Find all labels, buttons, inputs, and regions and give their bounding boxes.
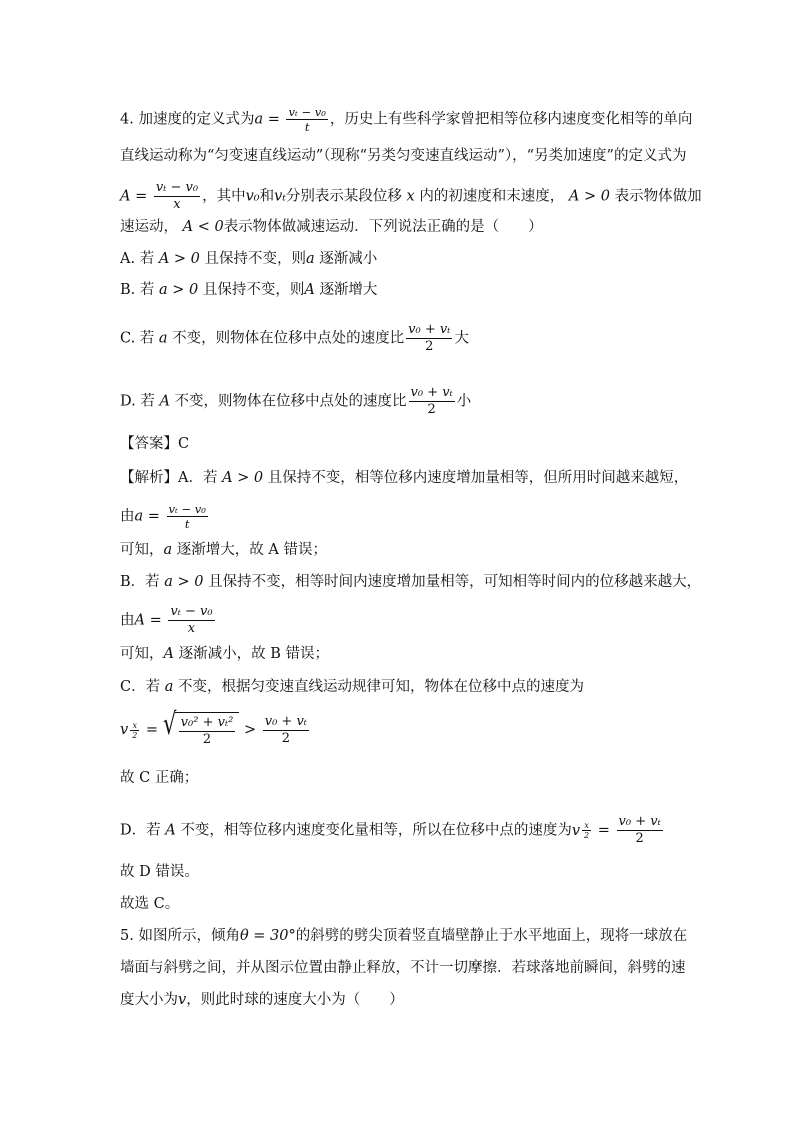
math-gt: > bbox=[243, 722, 257, 738]
sqrt-expression bbox=[162, 707, 240, 748]
analysis-c-formula bbox=[120, 707, 311, 748]
math-v-x-over-2 bbox=[572, 823, 593, 839]
frac-num: v₀² + vₜ² bbox=[180, 715, 234, 730]
math-v: v bbox=[178, 992, 187, 1008]
q5-text: ，则此时球的速度大小为（ ） bbox=[186, 992, 404, 1008]
math-a: a bbox=[306, 251, 315, 267]
q4-text: 分别表示某段位移 bbox=[285, 188, 402, 205]
analysis-text: 故 C 正确； bbox=[120, 770, 199, 786]
analysis-b-line-1 bbox=[120, 572, 701, 592]
frac-num: v₀ + vₜ bbox=[264, 713, 307, 729]
q4-option-c bbox=[120, 322, 469, 355]
analysis-c-line-1 bbox=[120, 677, 584, 697]
frac-den: t bbox=[184, 517, 190, 531]
frac-den: x bbox=[187, 621, 196, 636]
math-a-eq: a = bbox=[134, 508, 160, 525]
radical-icon: √ bbox=[162, 707, 177, 742]
q4-text: 表示物体做减速运动．下列说法正确的是（ ） bbox=[223, 219, 543, 235]
analysis-tag: 【解析】 bbox=[120, 470, 178, 486]
answer-value: C bbox=[178, 436, 190, 452]
answer-tag: 【答案】 bbox=[120, 436, 178, 452]
q5-text: 墙面与斜劈之间，并从图示位置由静止释放，不计一切摩擦．若球落地前瞬间，斜劈的速 bbox=[120, 960, 686, 976]
option-text: 且保持不变，则 bbox=[202, 282, 305, 298]
option-text: 逐渐增大 bbox=[319, 282, 378, 298]
analysis-text: 由 bbox=[120, 612, 135, 629]
math-x: x bbox=[406, 188, 415, 205]
analysis-d-line-1 bbox=[120, 814, 665, 847]
q5-text: 如图所示，倾角 bbox=[138, 928, 240, 944]
math-A-gt0: A > 0 bbox=[222, 470, 264, 486]
frac-den: 2 bbox=[202, 732, 212, 747]
frac-num: x bbox=[130, 721, 139, 731]
analysis-text: C．若 bbox=[120, 679, 161, 695]
fraction-vt-v0-over-x bbox=[154, 180, 200, 213]
frac-num: vₜ − v₀ bbox=[168, 502, 206, 516]
frac-num: x bbox=[582, 821, 591, 831]
analysis-text: 故 D 错误。 bbox=[120, 864, 199, 880]
q4-option-d bbox=[120, 385, 471, 418]
q5-number: 5. bbox=[120, 928, 134, 944]
option-text: 小 bbox=[456, 393, 472, 410]
analysis-c-line-3 bbox=[120, 768, 198, 788]
q5-line-1 bbox=[120, 926, 687, 946]
q4-text: ，其中 bbox=[202, 188, 246, 205]
fraction-v0sq-vtsq-over-2 bbox=[179, 715, 236, 748]
math-eq: = bbox=[597, 822, 610, 839]
fraction-v0-vt-over-2 bbox=[617, 814, 663, 847]
frac-den: 2 bbox=[132, 730, 138, 740]
frac-den: 2 bbox=[281, 730, 290, 746]
analysis-text: A．若 bbox=[178, 470, 218, 486]
q4-text: 加速度的定义式为 bbox=[138, 111, 255, 128]
analysis-text: 且保持不变，相等位移内速度增加量相等，但所用时间越来越短， bbox=[267, 470, 689, 486]
option-text: 不变，则物体在位移中点处的速度比 bbox=[174, 393, 407, 410]
math-a-gt0: a > 0 bbox=[164, 574, 204, 590]
analysis-text: 不变，根据匀变速直线运动规律可知，物体在位移中点的速度为 bbox=[177, 679, 584, 695]
subscript-fraction bbox=[582, 821, 591, 840]
math-vt: vₜ bbox=[274, 188, 286, 205]
math-A: A bbox=[163, 646, 174, 662]
math-a: a bbox=[163, 542, 173, 558]
q4-text: 速运动， bbox=[120, 219, 178, 235]
q5-line-3 bbox=[120, 990, 404, 1010]
analysis-text: D．若 bbox=[120, 822, 161, 839]
fraction-v0-vt-over-2 bbox=[409, 385, 455, 418]
q4-text: ，历史上有些科学家曾把相等位移内速度变化相等的单向 bbox=[329, 111, 693, 128]
math-A: A bbox=[304, 282, 315, 298]
analysis-text: 可知， bbox=[120, 542, 164, 558]
q5-line-2 bbox=[120, 958, 686, 978]
option-text: 且保持不变，则 bbox=[204, 251, 306, 267]
math-v-x-over-2 bbox=[120, 722, 141, 738]
frac-den: t bbox=[304, 120, 310, 134]
math-theta: θ = 30° bbox=[239, 928, 296, 944]
math-A-eq: A = bbox=[134, 612, 162, 629]
frac-num: v₀ + vₜ bbox=[618, 814, 661, 829]
fraction-vt-v0-over-t bbox=[286, 105, 327, 134]
analysis-text: B．若 bbox=[120, 574, 160, 590]
option-text: D. 若 bbox=[120, 393, 155, 410]
math-a-gt0: a > 0 bbox=[158, 282, 199, 298]
q4-text: 内的初速度和末速度， bbox=[419, 188, 565, 205]
q4-line-3 bbox=[120, 180, 702, 213]
q4-option-b bbox=[120, 280, 377, 300]
math-A-eq: A = bbox=[120, 188, 148, 205]
analysis-d-line-2 bbox=[120, 862, 199, 882]
frac-den: 2 bbox=[427, 402, 436, 417]
option-text: 大 bbox=[454, 330, 469, 347]
subscript-fraction bbox=[130, 721, 139, 740]
q4-number: 4. bbox=[120, 111, 134, 128]
fraction-v0-vt-over-2 bbox=[406, 322, 452, 355]
fraction-vt-v0-over-x bbox=[168, 604, 214, 637]
frac-den: 2 bbox=[425, 339, 434, 354]
math-a: a bbox=[158, 330, 168, 347]
math-A-lt0: A < 0 bbox=[182, 219, 224, 235]
math-A-gt0: A > 0 bbox=[568, 188, 610, 205]
q4-line-4 bbox=[120, 217, 543, 237]
analysis-b-line-2 bbox=[120, 604, 217, 637]
math-A: A bbox=[159, 393, 170, 410]
analysis-text: 故选 C。 bbox=[120, 896, 180, 912]
option-text: A. 若 bbox=[120, 251, 155, 267]
q4-text: 表示物体做加 bbox=[614, 188, 702, 205]
q4-text: 和 bbox=[259, 188, 275, 205]
analysis-text: 且保持不变，相等时间内速度增加量相等，可知相等时间内的位移越来越大， bbox=[208, 574, 702, 590]
option-text: 不变，则物体在位移中点处的速度比 bbox=[172, 330, 405, 347]
math-A: A bbox=[165, 822, 176, 839]
q4-line-2 bbox=[120, 146, 686, 166]
frac-num: v₀ + vₜ bbox=[410, 385, 453, 400]
answer-line bbox=[120, 434, 189, 454]
frac-den: x bbox=[173, 197, 181, 212]
frac-num: vₜ − v₀ bbox=[155, 180, 199, 195]
math-v: v bbox=[120, 722, 129, 738]
q5-text: 的斜劈的劈尖顶着竖直墙壁静止于水平地面上，现将一球放在 bbox=[295, 928, 688, 944]
analysis-a-line-1 bbox=[120, 468, 688, 488]
q5-text: 度大小为 bbox=[120, 992, 178, 1008]
q4-option-a bbox=[120, 249, 377, 269]
option-text: C. 若 bbox=[120, 330, 155, 347]
math-a-eq: a = bbox=[254, 111, 280, 128]
frac-num: v₀ + vₜ bbox=[408, 322, 451, 337]
option-text: 逐渐减小 bbox=[319, 251, 378, 267]
q4-line-1 bbox=[120, 105, 692, 134]
frac-den: 2 bbox=[584, 831, 590, 840]
q4-text: 直线运动称为“匀变速直线运动”（现称“另类匀变速直线运动”），“另类加速度”的定义式为 bbox=[120, 148, 687, 164]
analysis-text: 可知， bbox=[120, 646, 164, 662]
analysis-a-line-3 bbox=[120, 540, 327, 560]
fraction-v0-vt-over-2 bbox=[263, 714, 309, 747]
option-text: B. 若 bbox=[120, 282, 155, 298]
frac-num: vₜ − v₀ bbox=[288, 105, 326, 119]
math-A-gt0: A > 0 bbox=[158, 251, 200, 267]
frac-num: vₜ − v₀ bbox=[170, 604, 213, 619]
math-a: a bbox=[164, 679, 174, 695]
analysis-b-line-3 bbox=[120, 644, 329, 664]
frac-den: 2 bbox=[635, 831, 644, 846]
analysis-final bbox=[120, 894, 179, 914]
analysis-text: 逐渐增大，故 A 错误； bbox=[176, 542, 327, 558]
fraction-vt-v0-over-t bbox=[167, 502, 208, 531]
math-v0: v₀ bbox=[245, 188, 260, 205]
math-v: v bbox=[571, 822, 581, 839]
analysis-text: 不变，相等位移内速度变化量相等，所以在位移中点的速度为 bbox=[180, 822, 572, 839]
analysis-text: 逐渐减小，故 B 错误； bbox=[178, 646, 329, 662]
analysis-text: 由 bbox=[120, 508, 135, 525]
analysis-a-line-2 bbox=[120, 502, 210, 531]
math-eq: = bbox=[145, 722, 159, 738]
